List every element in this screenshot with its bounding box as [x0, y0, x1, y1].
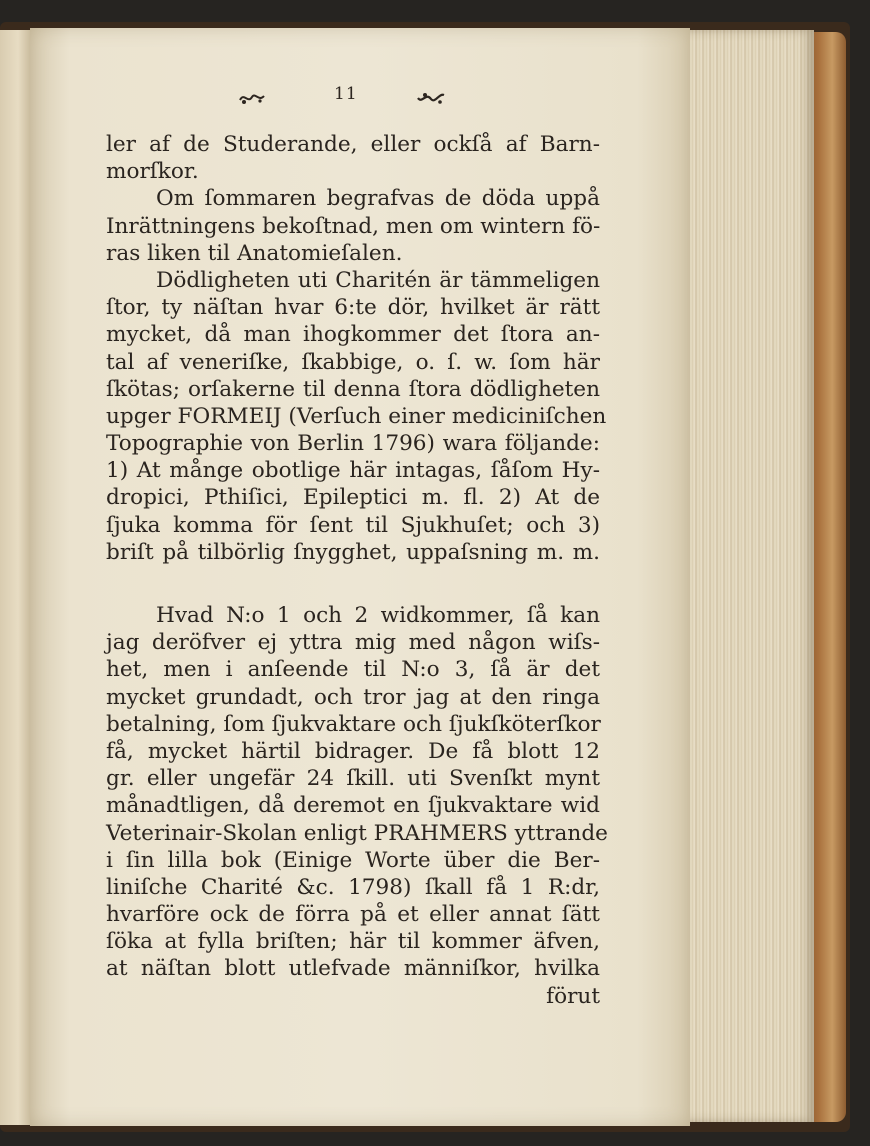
text-line: dropici, Pthiſici, Epileptici m. fl. 2) At de	[106, 485, 600, 511]
text-line: mycket, då man ihogkommer det ſtora an-	[106, 322, 600, 348]
text-line: jag deröfver ej yttra mig med någon wiſs-	[106, 630, 600, 656]
floral-ornament-right-icon	[416, 90, 446, 106]
text-line: Om ſommaren begrafvas de döda uppå	[156, 186, 600, 212]
left-page-edge	[0, 30, 31, 1125]
text-line: gr. eller ungefär 24 ſkill. uti Svenſkt mynt	[106, 766, 600, 792]
text-line: upger FORMEIJ (Verſuch einer mediciniſchen	[106, 403, 607, 429]
text-line: 1) At månge obotlige här intagas, ſåſom Hy-	[106, 458, 600, 484]
floral-ornament-left-icon	[238, 90, 268, 106]
text-line: betalning, ſom ſjukvaktare och ſjukſköterſkor	[106, 711, 601, 737]
text-line: ſkötas; orſakerne til denna ſtora dödligheten	[106, 376, 600, 402]
text-line: Veterinair-Skolan enligt PRAHMERS yttrande	[106, 820, 608, 846]
text-line: ler af de Studerande, eller ockſå af Barn-	[106, 132, 600, 157]
text-line: Dödligheten uti Charitén är tämmeligen	[156, 267, 600, 293]
page-header	[238, 84, 458, 114]
text-line: briſt på tilbörlig ſnygghet, uppaſsning m. m.	[106, 539, 600, 565]
text-line: ſtor, ty näſtan hvar 6:te dör, hvilket är rätt	[106, 295, 600, 321]
page-stack-edges	[682, 30, 814, 1122]
text-line: ſöka at fylla briſten; här til kommer äfven,	[106, 929, 600, 955]
text-line: månadtligen, då deremot en ſjukvaktare wid	[106, 793, 600, 819]
text-line: het, men i anſeende til N:o 3, ſå är det	[106, 657, 600, 683]
page-number: 11	[334, 84, 358, 104]
text-line: Inrättningens bekoſtnad, men om wintern fö-	[106, 213, 601, 239]
text-line: mycket grundadt, och tror jag at den ringa	[106, 684, 600, 710]
text-line: i ſin lilla bok (Einige Worte über die Ber-	[106, 847, 600, 873]
text-line: ſjuka komma för ſent til Sjukhuſet; och 3)	[106, 512, 600, 538]
text-line: tal af veneriſke, ſkabbige, o. ſ. w. ſom här	[106, 349, 600, 375]
text-line: få, mycket härtil bidrager. De få blott 12	[106, 738, 600, 764]
body-text	[106, 131, 608, 1010]
text-line: morſkor.	[106, 159, 199, 185]
text-line: liniſche Charité &c. 1798) ſkall få 1 R:dr,	[106, 874, 600, 900]
text-line: ras liken til Anatomieſalen.	[106, 240, 403, 266]
paragraph-gap	[106, 566, 600, 602]
text-line: Topographie von Berlin 1796) wara följande:	[106, 431, 600, 457]
catchword: förut	[546, 983, 600, 1009]
text-line: hvarföre ock de förra på et eller annat ſätt	[106, 902, 600, 928]
text-line: at näſtan blott utlefvade männiſkor, hvilka	[106, 956, 600, 982]
text-line: Hvad N:o 1 och 2 widkommer, ſå kan	[156, 603, 600, 628]
